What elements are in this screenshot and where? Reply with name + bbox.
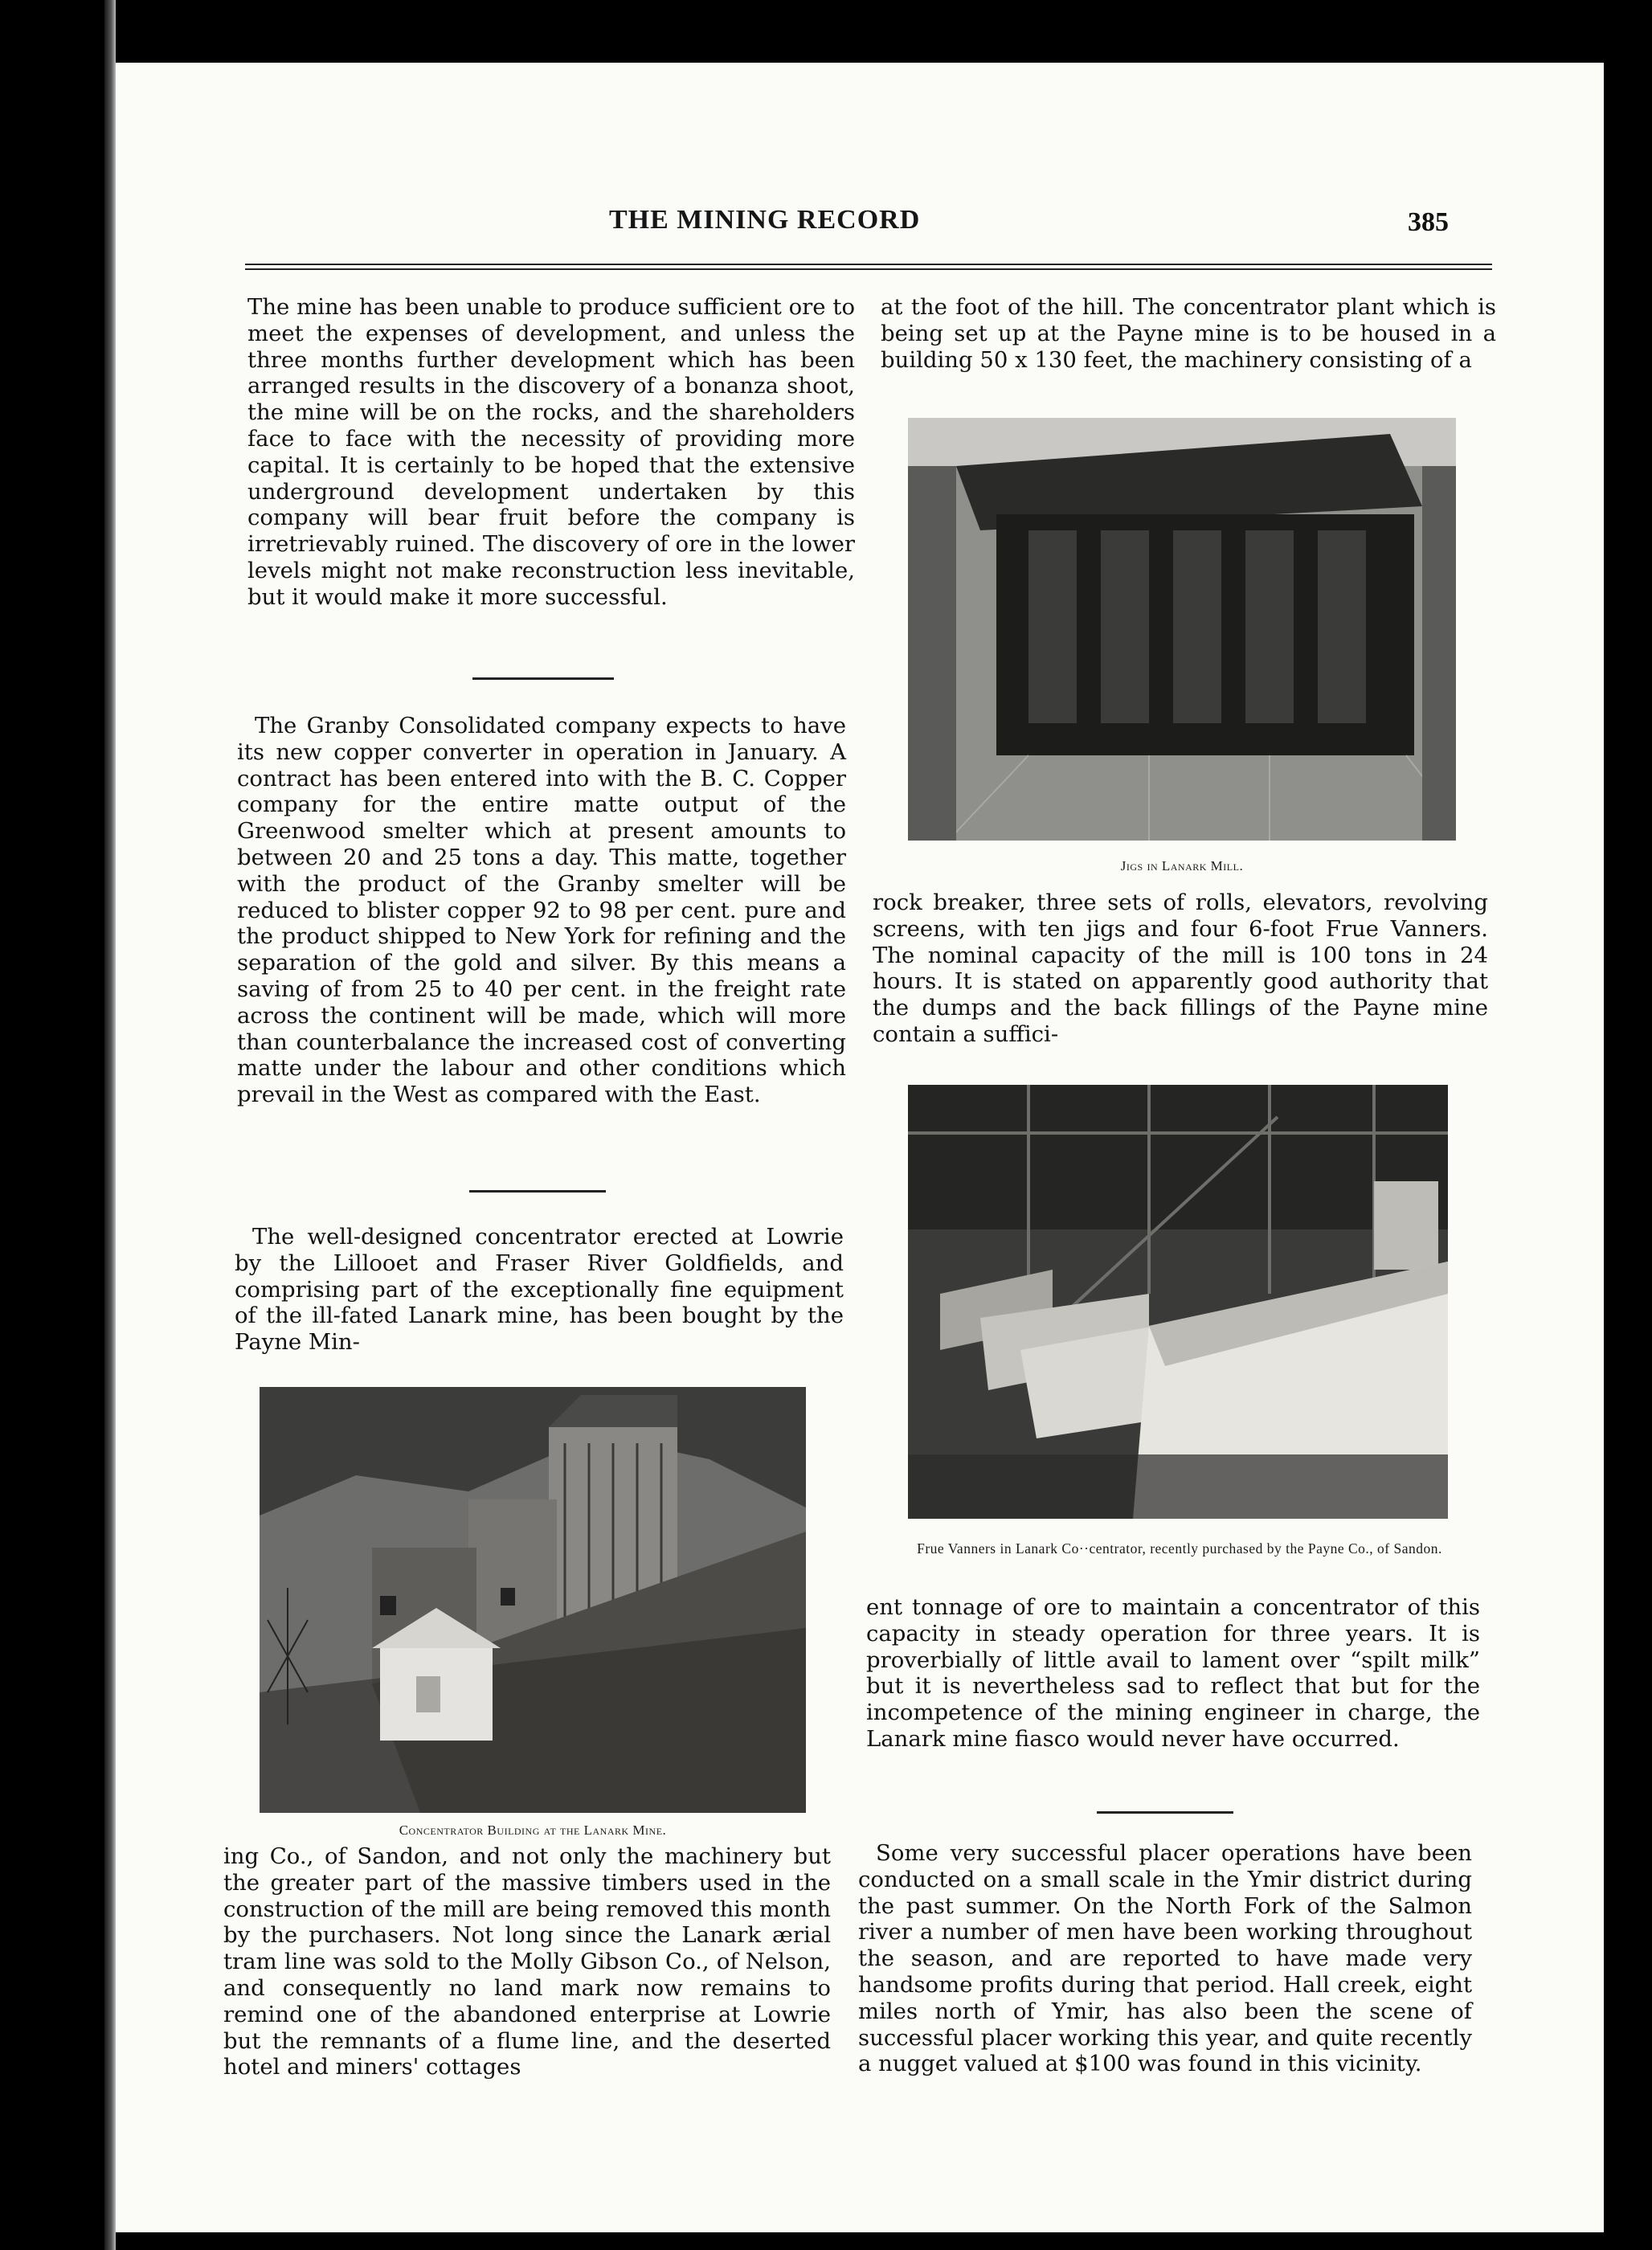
paragraph: rock breaker, three sets of rolls, elevators, revolving screens, with ten jigs and four 6-foot Frue Vanners. The nominal capacity of the mill is 100 tons in 24 hours. It is stated on apparently good authority that the dumps and the back fillings of the Payne mine contain a suffici- <box>873 890 1488 1047</box>
frue-vanners-image <box>908 1085 1448 1519</box>
paragraph: at the foot of the hill. The concentrator plant which is being set up at the Payne mine is to be housed in a building 50 x 130 feet, the machinery consisting of a <box>881 294 1496 373</box>
right-column-block-4 <box>858 1840 1472 2077</box>
paragraph: Some very successful placer operations have been conducted on a small scale in the Ymir district during the past summer. On the North Fork of the Salmon river a number of men have been working throughout the season, and are reported to have made very handsome profits during that period. Hall creek, eight miles north of Ymir, has also been the scene of successful placer working this year, and quite recently a nugget valued at $100 was found in this vicinity. <box>858 1840 1472 2077</box>
header-rule <box>245 264 1492 265</box>
left-column-block-2 <box>237 713 846 1108</box>
frue-vanners-caption: Frue Vanners in Lanark Co··centrator, recently purchased by the Payne Co., of Sandon. <box>917 1540 1442 1557</box>
jigs-image <box>908 418 1456 841</box>
concentrator-building-image <box>260 1387 806 1813</box>
left-column-block-1 <box>247 294 855 611</box>
section-divider <box>472 677 614 680</box>
left-column-block-3 <box>235 1224 844 1356</box>
paragraph: The well-designed concentrator erected at Lowrie by the Lillooet and Fraser River Goldfields, and comprising part of the exceptionally fine equipment of the ill-fated Lanark mine, has been bought by the Payne Min- <box>235 1224 844 1356</box>
page-number: 385 <box>1408 207 1449 237</box>
right-column-block-3 <box>866 1594 1480 1753</box>
header-rule-thin <box>245 268 1492 270</box>
paragraph: ing Co., of Sandon, and not only the machinery but the greater part of the massive timbers used in the construction of the mill are being removed this month by the purchasers. Not long since the Lanark ærial tram line was sold to the Molly Gibson Co., of Nelson, and consequently no land mark now remains to remind one of the abandoned enterprise at Lowrie but the remnants of a flume line, and the deserted hotel and miners' cottages <box>223 1843 831 2080</box>
jigs-photo <box>908 418 1456 841</box>
left-column-block-4 <box>223 1843 831 2080</box>
right-column-block-2 <box>873 890 1488 1048</box>
paragraph: The Granby Consolidated company expects to have its new copper converter in operation in January. A contract has been entered into with the B. C. Copper company for the entire matte output of the Greenwood smelter which at present amounts to between 20 and 25 tons a day. This matte, together with the product of the Granby smelter will be reduced to blister copper 92 to 98 per cent. pure and the product shipped to New York for refining and the separation of the gold and silver. By this means a saving of from 25 to 40 per cent. in the freight rate across the continent will be made, which will more than counterbalance the increased cost of converting matte under the labour and other conditions which prevail in the West as compared with the East. <box>237 713 846 1108</box>
section-divider <box>469 1190 606 1192</box>
running-head-title: THE MINING RECORD <box>609 205 921 235</box>
frue-vanners-photo <box>908 1085 1448 1519</box>
binding-edge <box>104 0 116 2250</box>
paragraph: ent tonnage of ore to maintain a concentrator of this capacity in steady operation for three years. It is proverbially of little avail to lament over “spilt milk” but it is nevertheless sad to reflect that but for the incompetence of the mining engineer in charge, the Lanark mine fiasco would never have occurred. <box>866 1594 1480 1752</box>
paragraph: The mine has been unable to produce sufficient ore to meet the expenses of development, and unless the three months further development which has been arranged results in the discovery of a bonanza shoot, the mine will be on the rocks, and the shareholders face to face with the necessity of providing more capital. It is certainly to be hoped that the extensive underground development undertaken by this company will bear fruit before the company is irretrievably ruined. The discovery of ore in the lower levels might not make reconstruction less inevitable, but it would make it more successful. <box>247 294 855 610</box>
jigs-caption: Jigs in Lanark Mill. <box>1120 858 1244 873</box>
concentrator-building-caption: Concentrator Building at the Lanark Mine. <box>399 1822 667 1838</box>
section-divider <box>1097 1811 1233 1814</box>
concentrator-building-photo <box>260 1387 806 1813</box>
right-column-block-1 <box>881 294 1496 373</box>
